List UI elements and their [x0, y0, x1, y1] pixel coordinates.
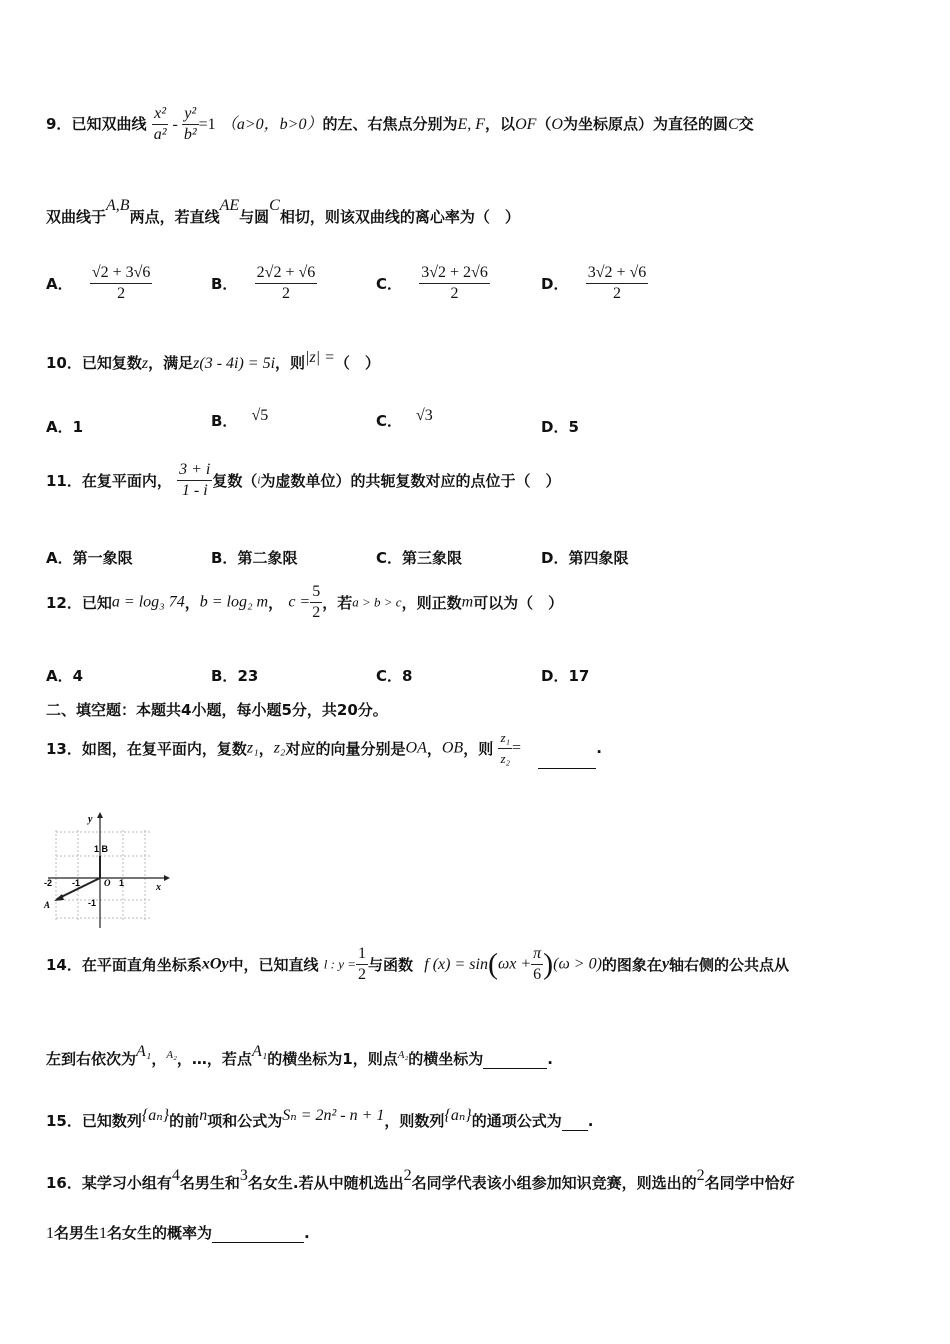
q10-option-d[interactable]: D．5: [541, 418, 579, 436]
label-b: 1 B: [94, 844, 109, 854]
q14-answer-blank[interactable]: [483, 1054, 547, 1069]
q11-option-d[interactable]: D．第四象限: [541, 549, 629, 567]
q9-line1: 9．已知双曲线 $\frac{\text{x²}}{\text{a²}}$ - $\frac{\text{y²}}{\text{b²}}$ =1 （a>0，b>0）的左、右焦点分别为E, F，以OF（O为坐标原点）为直径的圆C交: [46, 105, 754, 143]
q9-number: 9．: [46, 115, 72, 133]
q9-foci: E, F: [457, 116, 486, 133]
q11-frac: $\frac{3 + i}{1 - i}$: [179, 461, 211, 499]
y-axis-arrow: [97, 812, 103, 818]
q9-frac-y: $\frac{\text{y²}}{\text{b²}}$: [183, 105, 197, 143]
q15-line: 15．已知数列{aₙ}的前n项和公式为Sₙ = 2n² - n + 1，则数列{aₙ}的通项公式为 .: [46, 1107, 594, 1130]
q10-option-b[interactable]: B． √5: [211, 407, 269, 430]
q12-option-a[interactable]: A．4: [46, 667, 84, 685]
q9-frac-x: $\frac{\text{x²}}{\text{a²}}$: [153, 105, 167, 143]
label-o: O: [104, 878, 111, 888]
q11-option-b[interactable]: B．第二象限: [211, 549, 298, 567]
q9-option-c[interactable]: C． $\frac{3√2 + 2√6}{2}$: [376, 264, 488, 302]
label-neg1: -1: [72, 878, 81, 888]
q11-option-c[interactable]: C．第三象限: [376, 549, 463, 567]
q10-option-c[interactable]: C． √3: [376, 407, 433, 430]
q13-answer-blank[interactable]: [538, 754, 596, 769]
q15-answer-blank[interactable]: [562, 1116, 588, 1131]
q13-line: 13．如图，在复平面内，复数z₁，z₂对应的向量分别是OA，OB，则 $\frac{\text{z₁}}{\text{z₂}}$ = .: [46, 728, 602, 769]
x-axis-arrow: [164, 875, 170, 881]
section-title: 二、填空题：本题共4小题，每小题5分，共20分。: [46, 701, 388, 719]
label-y: y: [88, 814, 93, 825]
q16-answer-blank[interactable]: [212, 1228, 304, 1243]
q10-line: 10．已知复数z，满足z(3 - 4i) = 5i，则|z| =（ ）: [46, 349, 380, 372]
q12-frac: $\frac{5}{2}$: [312, 583, 321, 621]
q14-line2: 左到右依次为A₁，$^{A_2}$，…，若点A₁的横坐标为1，则点$^{A_2}$的横坐标为 .: [46, 1043, 553, 1068]
q16-line2: 1名男生1名女生的概率为 .: [46, 1224, 310, 1242]
q9-eq: =1: [198, 116, 216, 133]
q14-line1: 14．在平面直角坐标系xOy中，已知直线 l : y = $\frac{1}{2}$ 与函数 f (x) = sin(ωx + $\frac{\pi}{6}$ )(ω > 0)的图象在y轴右侧的公共点从: [46, 945, 790, 983]
q10-option-a[interactable]: A．1: [46, 418, 84, 436]
q12-option-c[interactable]: C．8: [376, 667, 413, 685]
q11-line: 11．在复平面内， $\frac{3 + i}{1 - i}$ 复数（i为虚数单位）的共轭复数对应的点位于（ ）: [46, 461, 561, 499]
q12-option-d[interactable]: D．17: [541, 667, 590, 685]
q9-option-b[interactable]: B． $\frac{2√2 + √6}{2}$: [211, 264, 316, 302]
q9-text: 已知双曲线: [71, 115, 147, 133]
label-neg1-y: -1: [88, 898, 97, 908]
label-a: A: [44, 900, 51, 910]
q10-equation: z(3 - 4i) = 5i: [193, 355, 276, 372]
q9-ab: A,B: [106, 197, 130, 214]
q13-graph: [42, 810, 172, 930]
q16-line1: 16．某学习小组有4名男生和3名女生.若从中随机选出2名同学代表该小组参加知识竞赛，则选出的2名同学中恰好: [46, 1167, 795, 1192]
q11-option-a[interactable]: A．第一象限: [46, 549, 133, 567]
label-neg2: -2: [44, 878, 53, 888]
q12-option-b[interactable]: B．23: [211, 667, 259, 685]
label-one: 1: [119, 878, 125, 888]
q12-line: 12．已知a = log₃ 74，b = log₂ m， c = $\frac{5}{2}$ ，若a > b > c，则正数m可以为（ ）: [46, 583, 564, 621]
q10-abs: |z| =: [305, 349, 335, 366]
q9-line2: 双曲线于A,B两点，若直线AE与圆C相切，则该双曲线的离心率为（ ）: [46, 197, 520, 226]
q9-option-d[interactable]: D． $\frac{3√2 + √6}{2}$: [541, 264, 647, 302]
q13-frac: $\frac{\text{z₁}}{\text{z₂}}$: [500, 730, 511, 766]
q9-option-a[interactable]: A． $\frac{√2 + 3√6}{2}$: [46, 264, 151, 302]
label-x: x: [156, 882, 161, 893]
q9-condition: （a>0，b>0）: [220, 116, 323, 133]
